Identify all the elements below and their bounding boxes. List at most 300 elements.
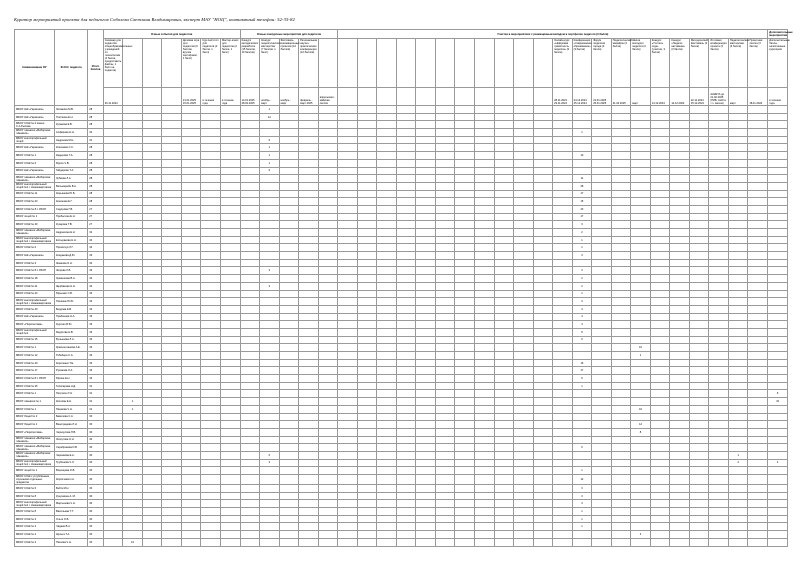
score-cell	[123, 459, 143, 467]
score-cell	[201, 305, 221, 313]
score-cell	[728, 244, 748, 252]
score-cell	[728, 236, 748, 244]
score-cell	[728, 500, 748, 508]
score-cell	[416, 405, 436, 413]
org-cell: МБОУ СОШ № 17	[15, 367, 55, 375]
score-cell	[650, 492, 670, 500]
org-cell: МБОУ СОШ № 6	[15, 159, 55, 167]
org-cell: МБОУ СОШ № 3	[15, 538, 55, 546]
score-cell	[162, 182, 182, 190]
score-cell	[123, 136, 143, 144]
score-cell	[103, 538, 123, 546]
score-cell: 8	[631, 428, 651, 436]
score-cell	[475, 259, 495, 267]
score-cell	[201, 382, 221, 390]
score-cell	[768, 136, 788, 144]
score-cell	[553, 328, 573, 336]
score-cell	[611, 467, 631, 475]
score-cell	[377, 459, 397, 467]
score-cell	[357, 531, 377, 539]
score-cell	[728, 359, 748, 367]
column-header	[396, 39, 416, 88]
score-cell	[533, 515, 553, 523]
score-cell	[611, 375, 631, 383]
score-cell	[514, 267, 534, 275]
score-cell	[162, 229, 182, 237]
score-cell	[377, 508, 397, 516]
score-cell	[123, 485, 143, 493]
score-cell	[377, 382, 397, 390]
score-cell	[670, 538, 690, 546]
score-cell	[318, 129, 338, 137]
score-cell	[533, 367, 553, 375]
score-cell	[299, 405, 319, 413]
score-cell	[475, 205, 495, 213]
score-cell	[475, 113, 495, 121]
score-cell	[592, 236, 612, 244]
score-cell: 2	[572, 275, 592, 283]
score-cell	[260, 221, 280, 229]
score-cell	[279, 167, 299, 175]
score-cell	[709, 321, 729, 329]
org-cell: МБОУ СОШ № 11	[15, 190, 55, 198]
teacher-name-cell: Курочко В.Ю.	[54, 321, 87, 329]
score-cell	[748, 205, 768, 213]
teacher-name-cell: Кирьянова Ю.Б.	[54, 190, 87, 198]
score-cell: 3	[572, 252, 592, 260]
score-cell	[181, 252, 201, 260]
score-cell	[455, 113, 475, 121]
score-cell	[592, 252, 612, 260]
score-cell	[416, 367, 436, 375]
score-cell	[279, 538, 299, 546]
score-cell: 1	[572, 236, 592, 244]
score-cell	[103, 531, 123, 539]
score-cell	[768, 236, 788, 244]
score-cell	[455, 182, 475, 190]
score-cell	[650, 305, 670, 313]
score-cell	[475, 305, 495, 313]
score-cell	[514, 523, 534, 531]
score-cell	[709, 205, 729, 213]
score-cell	[748, 428, 768, 436]
score-cell	[416, 475, 436, 485]
score-cell	[220, 152, 240, 160]
score-cell	[103, 236, 123, 244]
score-cell	[709, 523, 729, 531]
table-row	[15, 344, 788, 352]
score-cell	[142, 475, 162, 485]
score-cell	[416, 267, 436, 275]
score-cell	[357, 167, 377, 175]
score-cell	[455, 275, 475, 283]
score-cell	[475, 538, 495, 546]
score-cell	[631, 382, 651, 390]
score-cell	[709, 328, 729, 336]
score-cell	[650, 313, 670, 321]
score-cell	[103, 298, 123, 306]
score-cell	[553, 267, 573, 275]
total-points-cell: 30	[88, 475, 104, 485]
score-cell	[181, 475, 201, 485]
score-cell	[220, 313, 240, 321]
column-date: 22.11.2024 15.12.2024	[689, 88, 709, 106]
score-cell	[201, 421, 221, 429]
score-cell	[514, 500, 534, 508]
score-cell	[260, 336, 280, 344]
score-cell: 1	[260, 106, 280, 114]
teacher-name-cell: Тибебера С.А.	[54, 352, 87, 360]
column-date: 14.12.2024	[650, 88, 670, 106]
column-header: Деловая игра для педагогов (6 баллов, вручён сертификат, 1 балл)	[181, 39, 201, 88]
score-cell	[103, 275, 123, 283]
score-cell	[279, 508, 299, 516]
score-cell	[260, 375, 280, 383]
score-cell	[357, 492, 377, 500]
score-cell	[670, 428, 690, 436]
score-cell	[181, 444, 201, 452]
score-cell	[435, 129, 455, 137]
score-cell	[279, 190, 299, 198]
column-header	[475, 39, 495, 88]
score-cell	[455, 205, 475, 213]
score-cell	[514, 444, 534, 452]
teacher-name-cell: Кукушкина А. М.	[54, 492, 87, 500]
score-cell	[611, 344, 631, 352]
score-cell	[103, 375, 123, 383]
score-cell	[631, 229, 651, 237]
score-cell	[201, 213, 221, 221]
score-cell	[162, 500, 182, 508]
score-cell	[689, 144, 709, 152]
column-date: 21.01.2025 25.01.2025	[592, 88, 612, 106]
score-cell	[533, 198, 553, 206]
score-cell	[592, 428, 612, 436]
score-cell	[748, 475, 768, 485]
score-cell	[455, 159, 475, 167]
score-cell	[494, 398, 514, 406]
score-cell	[670, 359, 690, 367]
org-cell: МБОУ СОШ № 12	[15, 352, 55, 360]
score-cell	[162, 113, 182, 121]
score-cell	[299, 252, 319, 260]
teacher-name-cell: Кондакова Д.Ю.	[54, 252, 87, 260]
score-cell	[514, 475, 534, 485]
column-header: Методический фестиваль (3 балла)	[689, 39, 709, 88]
score-cell	[475, 282, 495, 290]
score-cell	[572, 352, 592, 360]
score-cell	[260, 352, 280, 360]
score-cell	[514, 205, 534, 213]
score-cell	[338, 475, 358, 485]
score-cell	[475, 198, 495, 206]
score-cell	[103, 190, 123, 198]
score-cell	[357, 205, 377, 213]
score-cell	[650, 515, 670, 523]
score-cell	[123, 515, 143, 523]
score-cell	[475, 344, 495, 352]
score-cell	[377, 405, 397, 413]
score-cell	[396, 321, 416, 329]
score-cell	[475, 451, 495, 459]
score-cell	[416, 144, 436, 152]
score-cell	[162, 129, 182, 137]
score-cell	[123, 290, 143, 298]
score-cell	[533, 159, 553, 167]
score-cell	[299, 359, 319, 367]
score-cell	[123, 167, 143, 175]
score-cell	[553, 205, 573, 213]
score-cell	[768, 382, 788, 390]
score-cell	[142, 198, 162, 206]
score-cell	[416, 198, 436, 206]
score-cell	[670, 531, 690, 539]
score-cell	[357, 198, 377, 206]
score-cell	[357, 136, 377, 144]
score-cell	[533, 175, 553, 183]
score-cell	[162, 428, 182, 436]
score-cell	[709, 492, 729, 500]
total-points-cell: 34	[88, 244, 104, 252]
score-cell	[475, 313, 495, 321]
score-cell	[377, 159, 397, 167]
column-date	[123, 88, 143, 106]
score-cell	[201, 298, 221, 306]
score-cell	[494, 344, 514, 352]
score-cell	[435, 508, 455, 516]
score-cell	[299, 531, 319, 539]
score-cell	[435, 152, 455, 160]
score-cell	[279, 352, 299, 360]
score-cell	[670, 344, 690, 352]
score-cell	[201, 328, 221, 336]
column-date	[142, 88, 162, 106]
header-total: Итого баллов	[88, 30, 104, 106]
score-cell	[670, 182, 690, 190]
column-date: в течение года	[768, 88, 788, 106]
score-cell	[553, 175, 573, 183]
total-points-cell: 28	[88, 198, 104, 206]
score-cell	[162, 321, 182, 329]
score-cell	[670, 500, 690, 508]
score-cell	[709, 221, 729, 229]
score-cell	[318, 221, 338, 229]
score-cell	[768, 213, 788, 221]
score-cell	[494, 190, 514, 198]
column-header: Фестиваль инновационных проектов (12 баллов)	[279, 39, 299, 88]
score-cell	[181, 352, 201, 360]
score-cell	[533, 298, 553, 306]
score-cell	[162, 290, 182, 298]
column-date	[514, 88, 534, 106]
score-cell	[357, 475, 377, 485]
score-cell	[123, 451, 143, 459]
score-cell	[533, 313, 553, 321]
score-cell	[670, 405, 690, 413]
score-cell	[279, 475, 299, 485]
score-cell	[514, 367, 534, 375]
score-cell	[357, 467, 377, 475]
score-cell	[377, 144, 397, 152]
score-cell	[709, 436, 729, 444]
score-cell	[260, 344, 280, 352]
table-row	[15, 485, 788, 493]
score-cell	[240, 523, 260, 531]
score-cell	[650, 175, 670, 183]
score-cell	[533, 352, 553, 360]
score-cell: 4	[572, 313, 592, 321]
score-cell	[709, 467, 729, 475]
score-cell	[689, 531, 709, 539]
score-cell	[377, 152, 397, 160]
score-cell	[142, 252, 162, 260]
teacher-name-cell: Пашкова Ч.Н.	[54, 405, 87, 413]
score-cell	[435, 259, 455, 267]
score-cell: 1	[572, 515, 592, 523]
org-cell: МБОУ многопрофильный лицей №1	[15, 328, 55, 336]
score-cell	[670, 290, 690, 298]
score-cell	[631, 106, 651, 114]
table-row	[15, 523, 788, 531]
score-cell	[553, 515, 573, 523]
score-cell	[631, 267, 651, 275]
score-cell	[103, 159, 123, 167]
column-header: Конкурс педагогического мастерства (7 баллов, 1 балл)	[260, 39, 280, 88]
score-cell	[299, 121, 319, 129]
score-cell	[240, 290, 260, 298]
score-cell	[670, 375, 690, 383]
score-cell	[396, 205, 416, 213]
score-cell	[220, 182, 240, 190]
score-cell	[357, 275, 377, 283]
score-cell	[455, 421, 475, 429]
column-header	[435, 39, 455, 88]
score-cell	[689, 523, 709, 531]
score-cell	[142, 129, 162, 137]
score-cell	[103, 444, 123, 452]
score-cell	[318, 175, 338, 183]
score-cell	[318, 336, 338, 344]
score-cell	[240, 375, 260, 383]
score-cell	[220, 290, 240, 298]
score-cell	[494, 367, 514, 375]
score-cell	[670, 492, 690, 500]
column-header: Конкурс «Педагог-наставник» (3 балла)	[670, 39, 690, 88]
score-cell	[162, 515, 182, 523]
score-cell	[689, 152, 709, 160]
score-cell	[728, 198, 748, 206]
score-cell	[475, 182, 495, 190]
score-cell	[435, 252, 455, 260]
score-cell	[611, 321, 631, 329]
table-row	[15, 298, 788, 306]
score-cell	[494, 523, 514, 531]
score-cell	[416, 328, 436, 336]
score-cell	[181, 267, 201, 275]
score-cell	[220, 344, 240, 352]
score-cell	[611, 129, 631, 137]
total-points-cell: 28	[88, 152, 104, 160]
score-cell	[220, 421, 240, 429]
score-cell	[299, 538, 319, 546]
score-cell	[162, 405, 182, 413]
score-cell	[728, 267, 748, 275]
score-cell	[142, 336, 162, 344]
teacher-name-cell: Красноштанова А.Е.	[54, 344, 87, 352]
score-cell	[748, 182, 768, 190]
total-points-cell: 33	[88, 344, 104, 352]
table-row	[15, 413, 788, 421]
score-cell	[494, 405, 514, 413]
score-cell	[220, 129, 240, 137]
score-cell: 17	[572, 367, 592, 375]
score-cell	[670, 198, 690, 206]
score-cell	[416, 282, 436, 290]
score-cell	[123, 282, 143, 290]
score-cell	[494, 229, 514, 237]
score-cell	[318, 531, 338, 539]
score-cell	[279, 252, 299, 260]
score-cell	[201, 290, 221, 298]
score-cell	[240, 244, 260, 252]
score-cell	[631, 282, 651, 290]
column-header	[142, 39, 162, 88]
score-cell	[553, 444, 573, 452]
score-cell	[533, 267, 553, 275]
header-group: Участие в мероприятиях с размещённым вкладом в портфолио педагога (3 балла)	[338, 30, 768, 39]
score-cell	[728, 298, 748, 306]
table-row	[15, 352, 788, 360]
score-cell	[299, 236, 319, 244]
score-cell	[435, 282, 455, 290]
score-cell	[181, 382, 201, 390]
score-cell	[748, 390, 768, 398]
score-cell	[396, 129, 416, 137]
score-cell	[220, 229, 240, 237]
score-cell	[709, 413, 729, 421]
score-cell	[240, 352, 260, 360]
score-cell	[318, 344, 338, 352]
score-cell	[279, 305, 299, 313]
score-cell	[592, 538, 612, 546]
org-cell: МБОУ СОШ № 1	[15, 344, 55, 352]
score-cell	[181, 336, 201, 344]
total-points-cell: 33	[88, 298, 104, 306]
score-cell	[318, 213, 338, 221]
score-cell	[553, 152, 573, 160]
score-cell	[533, 129, 553, 137]
score-cell	[475, 485, 495, 493]
score-cell	[650, 352, 670, 360]
score-cell	[123, 321, 143, 329]
score-cell	[435, 398, 455, 406]
score-cell	[279, 259, 299, 267]
table-row	[15, 182, 788, 190]
score-cell	[416, 398, 436, 406]
score-cell	[123, 492, 143, 500]
score-cell	[357, 144, 377, 152]
score-cell	[260, 252, 280, 260]
score-cell	[201, 252, 221, 260]
score-cell	[416, 375, 436, 383]
score-cell	[103, 121, 123, 129]
score-cell	[748, 221, 768, 229]
score-cell	[318, 485, 338, 493]
table-row	[15, 252, 788, 260]
score-cell	[768, 144, 788, 152]
score-cell	[435, 515, 455, 523]
score-cell	[416, 229, 436, 237]
